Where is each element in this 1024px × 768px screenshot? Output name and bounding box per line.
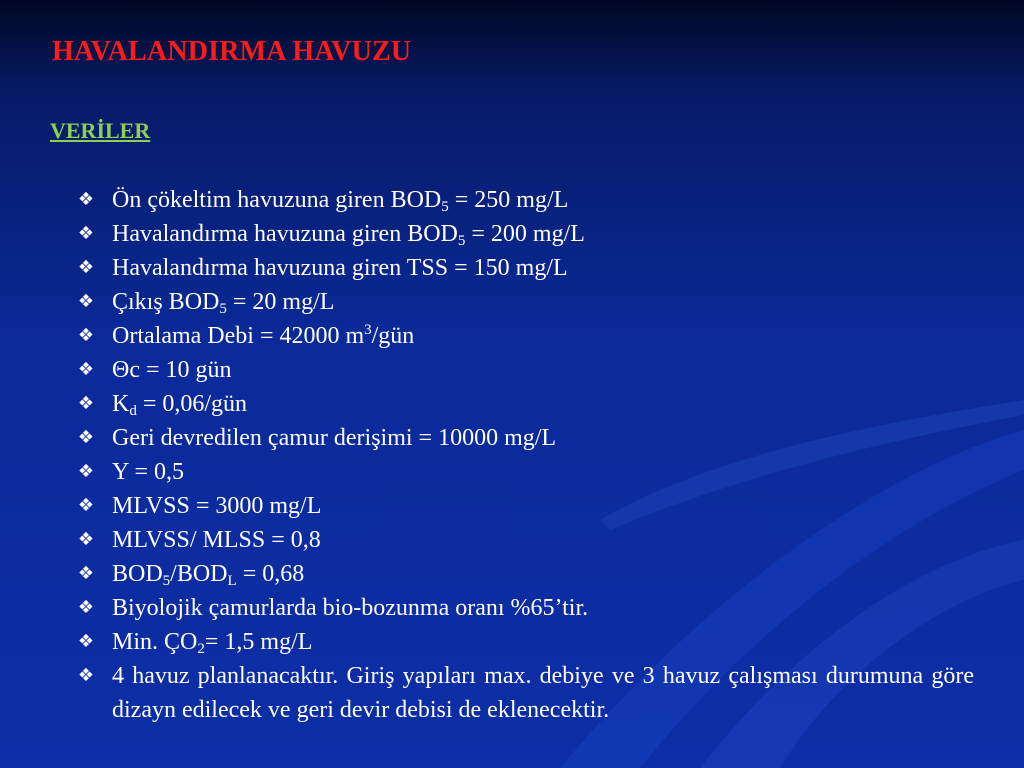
item-text-b: = 20 mg/L [226,289,335,315]
item-text-sub: 2 [197,641,205,657]
item-text-a: Y = 0,5 [112,459,184,485]
list-item [74,523,974,557]
list-item [74,285,974,319]
list-item [74,353,974,387]
item-text-a: Min. ÇO [112,629,198,655]
diamond-bullet-icon: ❖ [77,257,95,278]
item-text-sub: 5 [219,301,227,317]
diamond-bullet-icon: ❖ [77,393,95,414]
list-item [74,557,974,591]
item-text-sub: d [129,403,137,419]
diamond-bullet-icon: ❖ [77,631,95,652]
item-text-sub: 5 [441,199,449,215]
diamond-bullet-icon: ❖ [77,461,95,482]
item-text-a: Çıkış BOD [112,289,220,315]
diamond-bullet-icon: ❖ [77,529,95,550]
diamond-bullet-icon: ❖ [77,427,95,448]
item-text-a: Havalandırma havuzuna giren TSS = 150 mg/L [112,255,568,281]
diamond-bullet-icon: ❖ [77,597,95,618]
item-text-a: Havalandırma havuzuna giren BOD [112,221,458,247]
item-text-sup: 3 [364,322,372,338]
item-text-a: Ortalama Debi = 42000 m [112,323,365,349]
list-item [74,387,974,421]
list-item [74,659,974,727]
list-item [74,591,974,625]
item-text-b: /gün [371,323,415,349]
item-text-b: = 0,06/gün [136,391,248,417]
item-text-b: = 200 mg/L [465,221,585,247]
list-item [74,455,974,489]
item-text-sub: 5 [162,573,171,589]
list-item [74,489,974,523]
diamond-bullet-icon: ❖ [77,325,95,346]
item-text-a: Biyolojik çamurlarda bio-bozunma oranı %65’tir. [112,595,589,621]
item-text-a: BOD [112,561,163,587]
diamond-bullet-icon: ❖ [77,563,95,584]
list-item [74,625,974,659]
list-item [74,251,974,285]
item-text-c: = 0,68 [236,561,305,587]
diamond-bullet-icon: ❖ [77,291,95,312]
item-text-a: MLVSS/ MLSS = 0,8 [112,527,321,553]
item-text-a: MLVSS = 3000 mg/L [112,493,322,519]
diamond-bullet-icon: ❖ [77,665,95,686]
section-heading: VERİLER [50,118,151,143]
list-item [74,217,974,251]
item-text-a: 4 havuz planlanacaktır. Giriş yapıları max. debiye ve 3 havuz çalışması durumuna göre dizayn edilecek ve geri devir debisi de eklenecektir. [112,663,974,723]
item-text-b: = 1,5 mg/L [204,629,313,655]
item-text-sub2: L [227,573,237,589]
list-item [74,319,974,353]
diamond-bullet-icon: ❖ [77,495,95,516]
item-text-a: K [112,391,130,417]
diamond-bullet-icon: ❖ [77,189,95,210]
diamond-bullet-icon: ❖ [77,223,95,244]
data-list [74,183,974,727]
slide-title: HAVALANDIRMA HAVUZU [52,36,412,67]
diamond-bullet-icon: ❖ [77,359,95,380]
item-text-sub: 5 [457,233,466,249]
list-item [74,421,974,455]
list-item [74,183,974,217]
item-text-b: /BOD [170,561,228,587]
item-text-a: Ön çökeltim havuzuna giren BOD [112,187,442,213]
item-text-a: Geri devredilen çamur derişimi = 10000 mg/L [112,425,557,451]
item-text-b: = 250 mg/L [448,187,569,213]
item-text-a: Θc = 10 gün [112,357,232,383]
